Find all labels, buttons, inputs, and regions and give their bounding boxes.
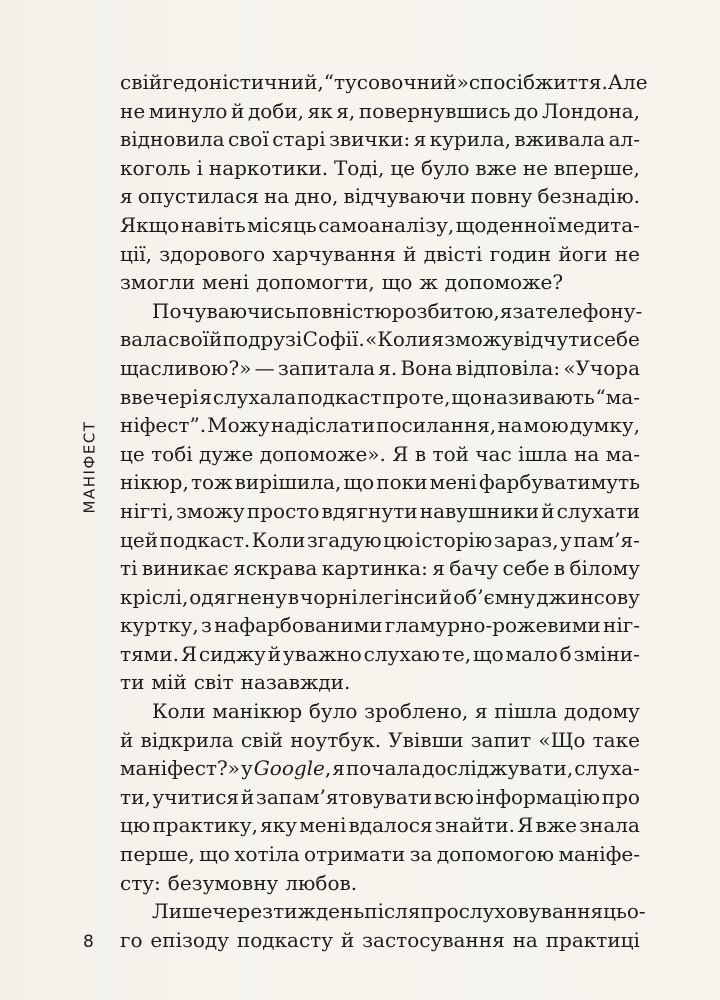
body-text xyxy=(120,68,648,954)
text-line: сту: безумовну любов. xyxy=(120,870,358,895)
text-line: відновила свої старі звички: я курила, вживала ал- xyxy=(120,127,640,152)
text-line: це тобі дуже допоможе». Я в той час ішла на ма- xyxy=(120,441,640,466)
text-line: Коли манікюр було зроблено, я пішла додому xyxy=(152,699,640,724)
text-line: Лише через тиждень після прослуховування цьо- xyxy=(152,899,646,924)
text-line: нігті, зможу просто вдягнути навушники й слухати xyxy=(120,498,640,523)
text-line: куртку, з нафарбованими гламурно-рожевими ніг- xyxy=(120,613,640,638)
text-line: ти, учитися й запам’ятовувати всю інформацію про xyxy=(120,784,640,809)
text-line: тями. Я сиджу й уважно слухаю те, що мало б зміни- xyxy=(120,641,640,666)
text-line: нікюр, тож вирішила, що поки мені фарбуватимуть xyxy=(120,470,640,495)
text-line: кріслі, одягнену в чорні легінси й об’ємну джинсову xyxy=(120,584,640,609)
text-line: ніфест”. Можу надіслати посилання, на мою думку, xyxy=(120,413,640,438)
text-line: змогли мені допомогти, що ж допоможе? xyxy=(120,270,564,295)
text-line: Почуваючись повністю розбитою, я зателефону- xyxy=(152,298,643,323)
text-line: ти мій світ назавжди. xyxy=(120,670,351,695)
text-line: цей подкаст. Коли згадую цю історію зараз, у пам’я- xyxy=(120,527,640,552)
text-line: го епізоду подкасту й застосування на практиці xyxy=(120,927,640,952)
text-line: свій гедоністичний, “тусовочний» спосіб життя. Але xyxy=(120,70,648,94)
text-line: Якщо навіть місяць самоаналізу, щоденної медита- xyxy=(120,212,640,237)
text-line: не минуло й доби, як я, повернувшись до Лондона, xyxy=(120,98,640,123)
text-line: коголь і наркотики. Тоді, це було вже не вперше, xyxy=(120,155,640,180)
text-line: ввечері я слухала подкаст про те, що називають “ма- xyxy=(120,384,640,409)
text-line: й відкрила свій ноутбук. Увівши запит «Що таке xyxy=(120,727,640,752)
text-line: ції, здорового харчування й двісті годин йоги не xyxy=(120,241,640,266)
text-line: щасливою?» — запитала я. Вона відповіла: «Учора xyxy=(120,355,640,380)
text-line: ті виникає яскрава картинка: я бачу себе в білому xyxy=(120,556,640,581)
text-line: перше, що хотіла отримати за допомогою маніфе- xyxy=(120,842,640,867)
text-line: цю практику, яку мені вдалося знайти. Я вже знала xyxy=(120,813,640,838)
text-line: маніфест?» у Google, я почала досліджувати, слуха- xyxy=(120,756,640,781)
page-number: 8 xyxy=(83,932,94,952)
running-head-text: МАНІФЕСТ xyxy=(80,420,98,514)
text-line: вала своїй подрузі Софії. «Коли я зможу відчути себе xyxy=(120,327,640,352)
text-line: я опустилася на дно, відчуваючи повну безнадію. xyxy=(120,184,640,209)
running-head xyxy=(74,412,104,522)
